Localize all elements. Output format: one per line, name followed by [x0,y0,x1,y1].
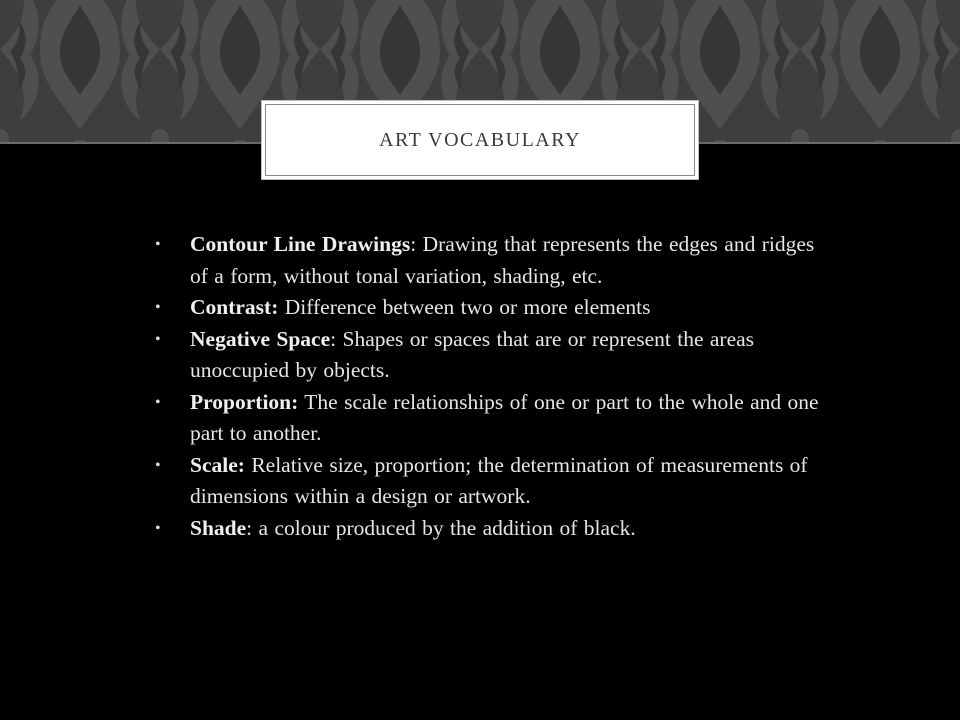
vocabulary-definition: Relative size, proportion; the determination of measurements of dimensions within a design or artwork. [190,452,808,508]
bullet-icon: • [155,299,161,316]
term-separator: : [246,515,253,540]
list-item [155,292,835,324]
vocabulary-definition: Drawing that represents the edges and ridges of a form, without tonal variation, shading, etc. [190,232,815,288]
bullet-icon: • [155,236,161,253]
vocabulary-term: Proportion: [190,389,299,414]
bullet-icon: • [155,456,161,474]
title-box-inner-frame [265,104,695,176]
list-item [155,229,835,292]
bullet-icon: • [155,393,161,411]
vocabulary-definition: The scale relationships of one or part to the whole and one part to another. [190,389,819,445]
bullet-icon: • [155,519,161,537]
term-separator: : [330,326,337,351]
vocabulary-definition: Difference between two or more elements [278,295,651,319]
vocabulary-term: Negative Space [190,326,331,351]
list-item [155,450,835,513]
vocabulary-definition: Shapes or spaces that are or represent the areas unoccupied by objects. [190,326,755,382]
vocabulary-list [155,229,835,544]
list-item [155,387,835,450]
vocabulary-term: Contrast: [190,295,279,319]
slide-title: ART VOCABULARY [379,128,581,151]
list-item [155,324,835,387]
content-area [155,229,835,544]
bullet-icon: • [155,330,161,348]
vocabulary-term: Scale: [190,452,245,477]
vocabulary-term: Shade [190,515,247,540]
title-box [261,100,699,180]
list-item [155,513,835,545]
term-separator: : [410,232,417,256]
vocabulary-definition: a colour produced by the addition of black. [252,515,636,540]
vocabulary-term: Contour Line Drawings [190,232,411,256]
